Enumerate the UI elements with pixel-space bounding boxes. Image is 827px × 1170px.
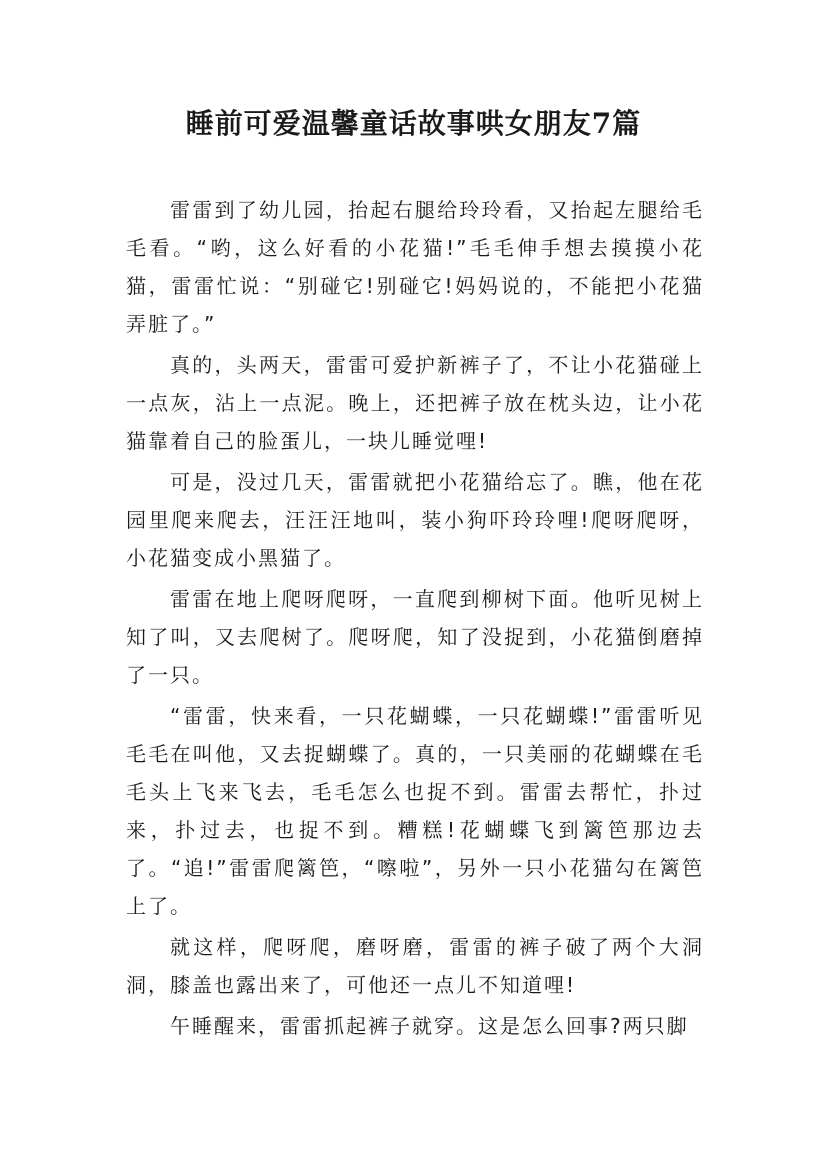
paragraph: “雷雷，快来看，一只花蝴蝶，一只花蝴蝶!”雷雷听见毛毛在叫他，又去捉蝴蝶了。真的，一只美丽的花蝴蝶在毛毛头上飞来飞去，毛毛怎么也捉不到。雷雷去帮忙，扑过来，扑过去，也捉不到。糟糕!花蝴蝶飞到篱笆那边去了。“追!”雷雷爬篱笆，“嚓啦”，另外一只小花猫勾在篱笆上了。 xyxy=(126,704,704,918)
paragraph: 雷雷在地上爬呀爬呀，一直爬到柳树下面。他听见树上知了叫，又去爬树了。爬呀爬，知了没捉到，小花猫倒磨掉了一只。 xyxy=(126,587,704,687)
paragraph: 就这样，爬呀爬，磨呀磨，雷雷的裤子破了两个大洞洞，膝盖也露出来了，可他还一点儿不知道哩! xyxy=(126,935,704,997)
paragraph: 真的，头两天，雷雷可爱护新裤子了，不让小花猫碰上一点灰，沾上一点泥。晚上，还把裤子放在枕头边，让小花猫靠着自己的脸蛋儿，一块儿睡觉哩! xyxy=(126,353,704,453)
paragraph: 午睡醒来，雷雷抓起裤子就穿。这是怎么回事?两只脚 xyxy=(170,1014,689,1038)
document-title: 睡前可爱温馨童话故事哄女朋友7篇 xyxy=(185,107,642,140)
paragraph: 可是，没过几天，雷雷就把小花猫给忘了。瞧，他在花园里爬来爬去，汪汪汪地叫，装小狗吓玲玲哩!爬呀爬呀，小花猫变成小黑猫了。 xyxy=(126,470,704,570)
document-body xyxy=(126,191,704,1048)
paragraph: 雷雷到了幼儿园，抬起右腿给玲玲看，又抬起左腿给毛毛看。“哟，这么好看的小花猫!”毛毛伸手想去摸摸小花猫，雷雷忙说：“别碰它!别碰它!妈妈说的，不能把小花猫弄脏了。” xyxy=(126,198,704,336)
